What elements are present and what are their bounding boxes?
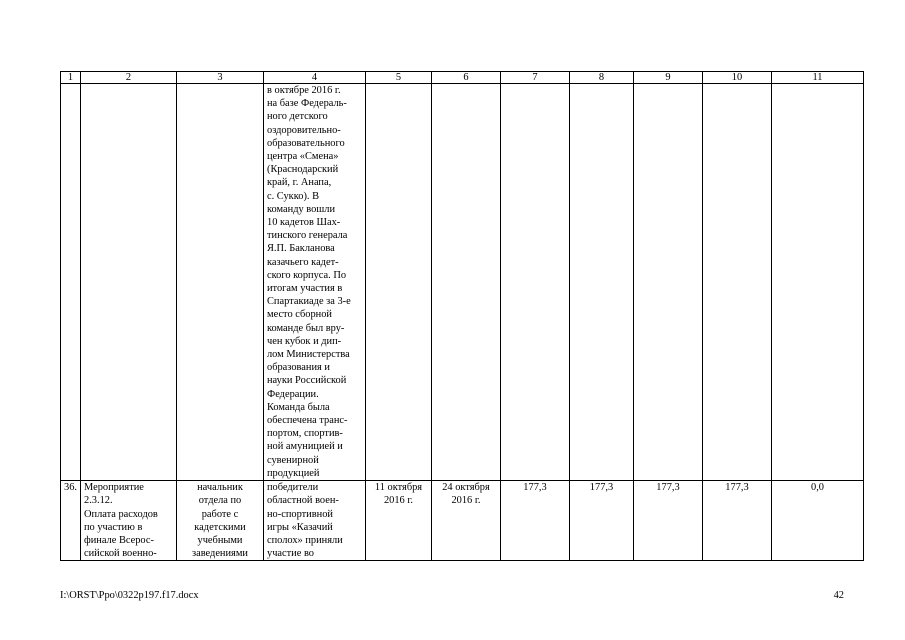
text-line: ского корпуса. По — [267, 269, 347, 281]
text-line: сийской военно- — [84, 548, 157, 560]
value-col-9: 177,3 — [634, 481, 703, 561]
text-line: Команда была — [267, 401, 330, 413]
text-line: тинского генерала — [267, 230, 348, 242]
report-table — [60, 71, 864, 561]
text-line: Мероприятие — [84, 482, 144, 494]
text-line: заведениями — [192, 548, 248, 560]
footer-file-path: I:\ORST\Ppo\0322p197.f17.docx — [60, 590, 199, 601]
text-line: ной амуницией и — [267, 441, 343, 453]
column-number-header: 5 — [366, 72, 432, 84]
text-line: работе с — [201, 508, 239, 520]
text-line: 2016 г. — [451, 495, 481, 507]
text-line: обеспечена транс- — [267, 415, 348, 427]
column-number-header: 8 — [570, 72, 634, 84]
column-number-header: 3 — [177, 72, 264, 84]
text-line: 2.3.12. — [84, 495, 113, 507]
table-row-continuation — [61, 84, 864, 481]
value-col-8: 177,3 — [570, 481, 634, 561]
text-line: в октябре 2016 г. — [267, 85, 341, 96]
responsible-executor — [177, 481, 264, 561]
column-number-header: 9 — [634, 72, 703, 84]
text-line: учебными — [197, 534, 243, 546]
column-number-header: 2 — [81, 72, 177, 84]
text-line: оздоровительно- — [267, 124, 341, 136]
text-line: 2016 г. — [383, 495, 414, 507]
text-line: участие во — [267, 548, 314, 560]
text-line: Оплата расходов — [84, 508, 158, 520]
value-col-7: 177,3 — [501, 481, 570, 561]
event-description — [264, 481, 366, 561]
column-number-header: 7 — [501, 72, 570, 84]
text-line: науки Российской — [267, 375, 347, 387]
text-line: но-спортивной — [267, 508, 333, 520]
text-line: с. Сукко). В — [267, 190, 320, 202]
event-name — [81, 481, 177, 561]
text-line: продукцией — [267, 467, 320, 479]
text-line: по участию в — [84, 521, 143, 533]
text-line: кадетскими — [194, 521, 246, 533]
continuation-description — [264, 84, 366, 481]
text-line: лом Министерства — [267, 349, 350, 361]
column-number-header: 1 — [61, 72, 81, 84]
text-line: сувенирной — [267, 454, 319, 466]
text-line: 11 октября — [374, 482, 423, 494]
text-line: Спартакиаде за 3-е — [267, 296, 351, 308]
text-line: победители — [267, 482, 319, 494]
text-line: отдела по — [198, 495, 242, 507]
text-line: край, г. Анапа, — [267, 177, 332, 189]
end-date — [432, 481, 501, 561]
text-line: ного детского — [267, 111, 328, 123]
text-line: итогам участия в — [267, 283, 343, 295]
column-number-header: 4 — [264, 72, 366, 84]
text-line: 24 октября — [442, 482, 490, 494]
column-number-header: 6 — [432, 72, 501, 84]
text-line: на базе Федераль- — [267, 98, 347, 110]
text-line: 10 кадетов Шах- — [267, 217, 341, 229]
start-date — [366, 481, 432, 561]
text-line: Я.П. Бакланова — [267, 243, 335, 255]
text-line: команду вошли — [267, 203, 336, 215]
table-container — [60, 71, 864, 561]
text-line: начальник — [197, 482, 243, 494]
text-line: игры «Казачий — [267, 521, 333, 533]
value-col-10: 177,3 — [703, 481, 772, 561]
table-row-36 — [61, 481, 864, 561]
text-line: центра «Смена» — [267, 151, 339, 163]
column-number-row — [61, 72, 864, 84]
text-line: (Краснодарский — [267, 164, 339, 176]
value-col-11: 0,0 — [772, 481, 864, 561]
text-line: сполох» приняли — [267, 534, 343, 546]
text-line: казачьего кадет- — [267, 256, 339, 268]
text-line: место сборной — [267, 309, 332, 321]
text-line: команде был вру- — [267, 322, 345, 334]
text-line: портом, спортив- — [267, 428, 343, 440]
text-line: образовательного — [267, 137, 345, 149]
text-line: Федерации. — [267, 388, 319, 400]
column-number-header: 10 — [703, 72, 772, 84]
text-line: финале Всерос- — [84, 534, 154, 546]
text-line: чен кубок и дип- — [267, 335, 342, 347]
column-number-header: 11 — [772, 72, 864, 84]
text-line: областной воен- — [267, 495, 339, 507]
text-line: образования и — [267, 362, 330, 374]
page-number: 42 — [833, 590, 844, 601]
row-number: 36. — [61, 481, 81, 561]
